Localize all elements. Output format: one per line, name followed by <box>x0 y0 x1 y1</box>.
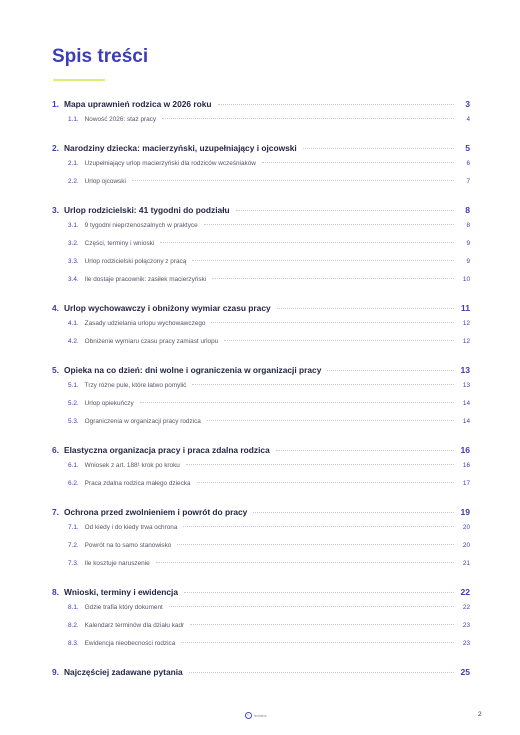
toc-chapter-entry[interactable] <box>52 445 470 462</box>
toc-subsection-title: Powrót na to samo stanowisko <box>84 542 172 549</box>
toc-page-number: 16 <box>460 445 470 455</box>
toc-page-number: 13 <box>462 382 470 389</box>
toc-page-number: 22 <box>460 587 470 597</box>
toc-page-number: 9 <box>466 240 470 247</box>
toc-subsection-title: Nowość 2026: staż pracy <box>84 116 157 123</box>
toc-chapter-entry[interactable] <box>52 507 470 524</box>
toc-dot-leader <box>253 512 454 513</box>
toc-dot-leader <box>192 384 454 385</box>
toc-dot-leader <box>184 592 454 593</box>
toc-chapter-title: Urlop rodzicielski: 41 tygodni do podziału <box>64 205 230 215</box>
toc-subsection-title: Ile kosztuje naruszenie <box>84 560 150 567</box>
toc-page-number: 8 <box>465 205 470 215</box>
toc-dot-leader <box>190 624 454 625</box>
logo-icon <box>245 712 252 719</box>
title-underline <box>53 79 105 81</box>
toc-page-number: 3 <box>465 99 470 109</box>
toc-page-number: 21 <box>462 560 470 567</box>
toc-page-number: 25 <box>460 667 470 677</box>
toc-chapter-number: 5. <box>52 365 59 375</box>
toc-dot-leader <box>181 642 454 643</box>
toc-dot-leader <box>277 308 454 309</box>
toc-page-number: 16 <box>462 462 470 469</box>
toc-dot-leader <box>140 402 454 403</box>
toc-subsection-entry[interactable] <box>52 116 470 134</box>
footer-logo <box>245 712 266 719</box>
toc-page-number: 19 <box>460 507 470 517</box>
toc-subsection-title: Urlop opiekuńczy <box>84 400 134 407</box>
toc-subsection-entry[interactable] <box>52 462 470 480</box>
toc-subsection-title: Urlop rodzicielski połączony z pracą <box>84 258 187 265</box>
toc-chapter-title: Ochrona przed zwolnieniem i powrót do pracy <box>64 507 248 517</box>
toc-dot-leader <box>211 322 454 323</box>
toc-subsection-entry[interactable] <box>52 338 470 356</box>
toc-page-number: 12 <box>462 320 470 327</box>
toc-subsection-entry[interactable] <box>52 160 470 178</box>
toc-subsection-number: 7.2. <box>68 542 79 549</box>
toc-chapter-entry[interactable] <box>52 205 470 222</box>
toc-subsection-number: 5.2. <box>68 400 79 407</box>
toc-chapter-number: 2. <box>52 143 59 153</box>
toc-page-number: 9 <box>466 258 470 265</box>
toc-chapter-entry[interactable] <box>52 667 470 684</box>
toc-subsection-title: Obniżenie wymiaru czasu pracy zamiast urlopu <box>84 338 219 345</box>
toc-subsection-entry[interactable] <box>52 178 470 196</box>
toc-subsection-number: 5.1. <box>68 382 79 389</box>
toc-chapter-number: 3. <box>52 205 59 215</box>
toc-section <box>52 99 470 134</box>
toc-subsection-number: 4.2. <box>68 338 79 345</box>
toc-subsection-number: 3.2. <box>68 240 79 247</box>
toc-dot-leader <box>276 450 454 451</box>
toc-page-number: 4 <box>466 116 470 123</box>
toc-chapter-number: 9. <box>52 667 59 677</box>
toc-subsection-title: Ograniczenia w organizacji pracy rodzica <box>84 418 201 425</box>
toc-section <box>52 205 470 294</box>
toc-page-number: 12 <box>462 338 470 345</box>
toc-section <box>52 587 470 658</box>
toc-subsection-entry[interactable] <box>52 258 470 276</box>
toc-section <box>52 365 470 436</box>
toc-subsection-title: Wniosek z art. 188¹ krok po kroku <box>84 462 180 469</box>
toc-dot-leader <box>224 340 454 341</box>
toc-subsection-number: 3.1. <box>68 222 79 229</box>
toc-subsection-entry[interactable] <box>52 560 470 578</box>
toc-dot-leader <box>169 606 454 607</box>
toc-chapter-title: Elastyczna organizacja pracy i praca zdalna rodzica <box>64 445 270 455</box>
toc-page-number: 23 <box>462 622 470 629</box>
toc-dot-leader <box>186 464 454 465</box>
toc-dot-leader <box>162 118 454 119</box>
toc-section <box>52 667 470 684</box>
toc-section <box>52 143 470 196</box>
footer-page-number: 2 <box>478 711 482 718</box>
toc-page-number: 14 <box>462 400 470 407</box>
toc-subsection-title: Uzupełniający urlop macierzyński dla rodziców wcześniaków <box>84 160 256 167</box>
page-title: Spis treści <box>52 46 149 67</box>
toc-subsection-title: Od kiedy i do kiedy trwa ochrona <box>84 524 178 531</box>
toc-dot-leader <box>189 672 454 673</box>
toc-subsection-title: Trzy różne pule, które łatwo pomylić <box>84 382 187 389</box>
toc-dot-leader <box>204 224 454 225</box>
toc-subsection-number: 7.3. <box>68 560 79 567</box>
toc-dot-leader <box>160 242 454 243</box>
toc-subsection-title: Praca zdalna rodzica małego dziecka <box>84 480 191 487</box>
toc-subsection-entry[interactable] <box>52 640 470 658</box>
toc-subsection-entry[interactable] <box>52 400 470 418</box>
toc-chapter-title: Wnioski, terminy i ewidencja <box>64 587 179 597</box>
toc-page-number: 8 <box>466 222 470 229</box>
toc-dot-leader <box>183 526 454 527</box>
toc-page-number: 23 <box>462 640 470 647</box>
toc-chapter-number: 8. <box>52 587 59 597</box>
toc-subsection-number: 2.2. <box>68 178 79 185</box>
toc-dot-leader <box>218 104 454 105</box>
toc-subsection-entry[interactable] <box>52 382 470 400</box>
toc-section <box>52 303 470 356</box>
toc-dot-leader <box>327 370 454 371</box>
toc-dot-leader <box>192 260 454 261</box>
toc-subsection-entry[interactable] <box>52 222 470 240</box>
toc-subsection-entry[interactable] <box>52 542 470 560</box>
toc-dot-leader <box>262 162 454 163</box>
toc-dot-leader <box>207 420 454 421</box>
toc-chapter-title: Najczęściej zadawane pytania <box>64 667 183 677</box>
toc-dot-leader <box>212 278 454 279</box>
toc-page-number: 14 <box>462 418 470 425</box>
toc-subsection-entry[interactable] <box>52 276 470 294</box>
toc-subsection-number: 3.3. <box>68 258 79 265</box>
toc-section <box>52 445 470 498</box>
toc-chapter-entry[interactable] <box>52 365 470 382</box>
toc-dot-leader <box>197 482 454 483</box>
toc-subsection-title: 9 tygodni nieprzenoszalnych w praktyce <box>84 222 198 229</box>
toc-chapter-entry[interactable] <box>52 303 470 320</box>
toc-subsection-number: 4.1. <box>68 320 79 327</box>
toc-subsection-number: 6.1. <box>68 462 79 469</box>
toc-subsection-title: Gdzie trafia który dokument <box>84 604 163 611</box>
toc-dot-leader <box>177 544 454 545</box>
toc-subsection-number: 5.3. <box>68 418 79 425</box>
logo-text: lexlabs <box>254 713 267 718</box>
toc-subsection-title: Ewidencja nieobecności rodzica <box>84 640 176 647</box>
toc-page-number: 20 <box>462 524 470 531</box>
toc-chapter-entry[interactable] <box>52 99 470 116</box>
toc-dot-leader <box>236 210 454 211</box>
toc-chapter-title: Opieka na co dzień: dni wolne i ograniczenia w organizacji pracy <box>64 365 322 375</box>
toc-subsection-entry[interactable] <box>52 524 470 542</box>
table-of-contents <box>52 99 470 693</box>
toc-subsection-entry[interactable] <box>52 418 470 436</box>
toc-dot-leader <box>303 148 454 149</box>
toc-subsection-number: 3.4. <box>68 276 79 283</box>
toc-subsection-entry[interactable] <box>52 240 470 258</box>
toc-page-number: 20 <box>462 542 470 549</box>
toc-page-number: 5 <box>465 143 470 153</box>
toc-dot-leader <box>132 180 454 181</box>
toc-page-number: 7 <box>466 178 470 185</box>
toc-page-number: 11 <box>460 303 470 313</box>
toc-page-number: 17 <box>462 480 470 487</box>
toc-page-number: 22 <box>462 604 470 611</box>
toc-section <box>52 507 470 578</box>
toc-subsection-number: 2.1. <box>68 160 79 167</box>
toc-chapter-number: 4. <box>52 303 59 313</box>
toc-page-number: 13 <box>460 365 470 375</box>
toc-subsection-number: 8.1. <box>68 604 79 611</box>
toc-subsection-title: Kalendarz terminów dla działu kadr <box>84 622 185 629</box>
toc-subsection-number: 1.1. <box>68 116 79 123</box>
toc-subsection-title: Części, terminy i wnioski <box>84 240 155 247</box>
toc-chapter-title: Narodziny dziecka: macierzyński, uzupełniający i ojcowski <box>64 143 297 153</box>
toc-chapter-title: Urlop wychowawczy i obniżony wymiar czasu pracy <box>64 303 271 313</box>
toc-chapter-title: Mapa uprawnień rodzica w 2026 roku <box>64 99 212 109</box>
toc-chapter-number: 6. <box>52 445 59 455</box>
toc-chapter-number: 1. <box>52 99 59 109</box>
toc-page-number: 6 <box>466 160 470 167</box>
toc-subsection-entry[interactable] <box>52 320 470 338</box>
toc-subsection-number: 7.1. <box>68 524 79 531</box>
toc-subsection-entry[interactable] <box>52 480 470 498</box>
toc-subsection-number: 8.2. <box>68 622 79 629</box>
toc-chapter-entry[interactable] <box>52 587 470 604</box>
toc-chapter-entry[interactable] <box>52 143 470 160</box>
toc-subsection-title: Urlop ojcowski <box>84 178 126 185</box>
toc-page-number: 10 <box>462 276 470 283</box>
toc-subsection-title: Ile dostaje pracownik: zasiłek macierzyński <box>84 276 207 283</box>
toc-chapter-number: 7. <box>52 507 59 517</box>
toc-subsection-number: 8.3. <box>68 640 79 647</box>
toc-subsection-entry[interactable] <box>52 622 470 640</box>
toc-dot-leader <box>156 562 454 563</box>
toc-subsection-title: Zasady udzielania urlopu wychowawczego <box>84 320 206 327</box>
toc-subsection-entry[interactable] <box>52 604 470 622</box>
toc-subsection-number: 6.2. <box>68 480 79 487</box>
